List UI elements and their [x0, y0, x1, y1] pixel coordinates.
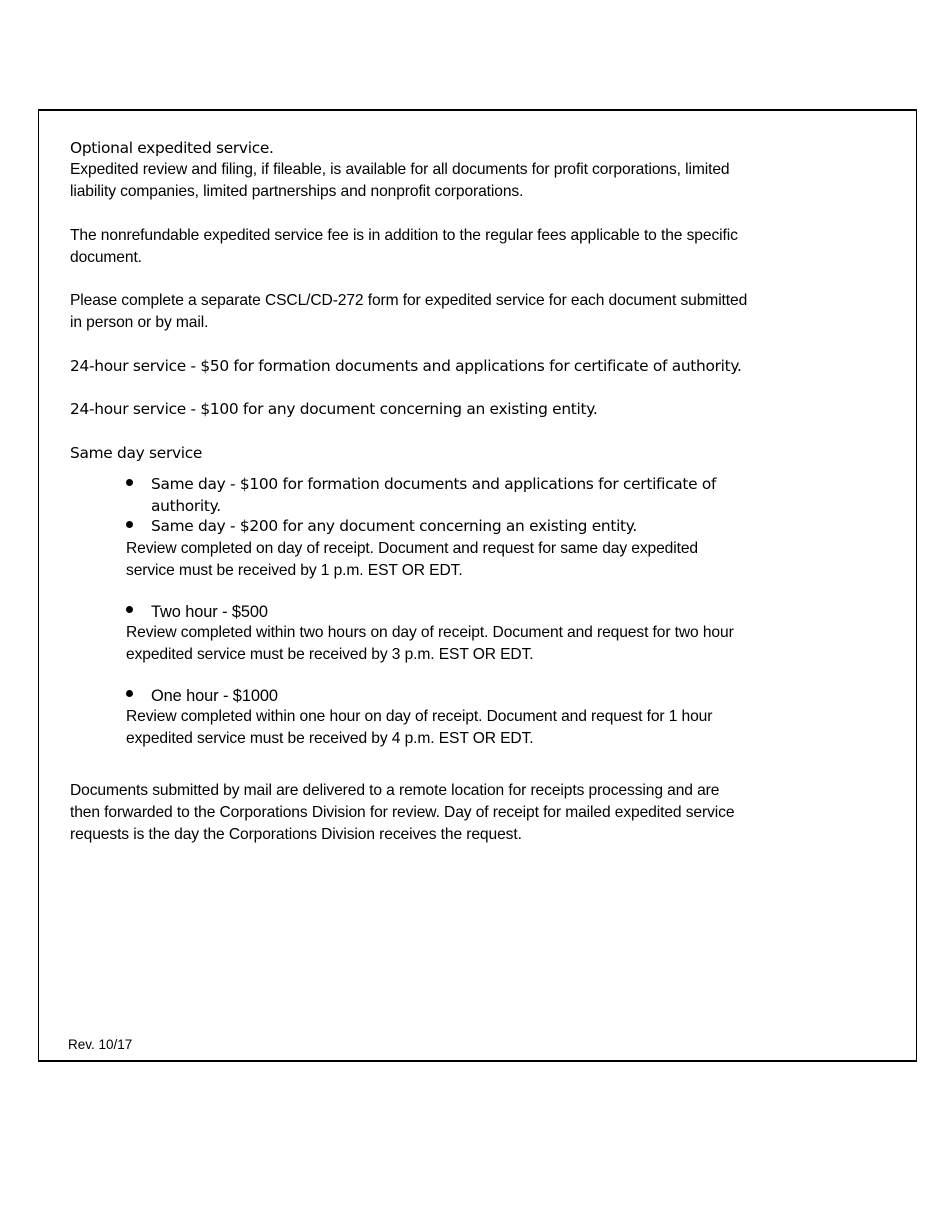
form-note-line-1: Please complete a separate CSCL/CD-272 form for expedited service for each document submitted [70, 292, 748, 309]
bullet-icon [126, 690, 133, 697]
mail-note-line-1: Documents submitted by mail are delivered to a remote location for receipts processing and are [70, 782, 720, 799]
fee-note-line-1: The nonrefundable expedited service fee is in addition to the regular fees applicable to the specific [70, 227, 738, 244]
bullet-icon [126, 521, 133, 528]
section-heading: Optional expedited service. [70, 139, 274, 157]
form-note-line-2: in person or by mail. [70, 314, 209, 331]
bullet-icon [126, 606, 133, 613]
revision-label: Rev. 10/17 [68, 1037, 133, 1052]
two-hour-bullet: Two hour - $500 [151, 603, 268, 621]
one-hour-bullet: One hour - $1000 [151, 687, 278, 705]
two-hour-description-line-2: expedited service must be received by 3 p.m. EST OR EDT. [126, 646, 534, 663]
fee-note-line-2: document. [70, 249, 142, 266]
same-day-bullet-1-line-1: Same day - $100 for formation documents and applications for certificate of [151, 475, 717, 493]
one-hour-description-line-2: expedited service must be received by 4 p.m. EST OR EDT. [126, 730, 534, 747]
document-frame [38, 109, 917, 1062]
service-24h-formation: 24-hour service - $50 for formation documents and applications for certificate of authority. [70, 357, 742, 375]
same-day-description-line-1: Review completed on day of receipt. Document and request for same day expedited [126, 540, 698, 557]
mail-note-line-2: then forwarded to the Corporations Division for review. Day of receipt for mailed expedited service [70, 804, 735, 821]
same-day-bullet-2: Same day - $200 for any document concerning an existing entity. [151, 517, 637, 535]
same-day-title: Same day service [70, 444, 203, 462]
service-24h-existing: 24-hour service - $100 for any document concerning an existing entity. [70, 400, 598, 418]
one-hour-description-line-1: Review completed within one hour on day of receipt. Document and request for 1 hour [126, 708, 713, 725]
same-day-description-line-2: service must be received by 1 p.m. EST OR EDT. [126, 562, 463, 579]
intro-line-2: liability companies, limited partnerships and nonprofit corporations. [70, 183, 524, 200]
two-hour-description-line-1: Review completed within two hours on day of receipt. Document and request for two hour [126, 624, 734, 641]
same-day-bullet-1-line-2: authority. [151, 497, 221, 515]
intro-line-1: Expedited review and filing, if fileable, is available for all documents for profit corporations, limited [70, 161, 730, 178]
bullet-icon [126, 479, 133, 486]
mail-note-line-3: requests is the day the Corporations Division receives the request. [70, 826, 522, 843]
